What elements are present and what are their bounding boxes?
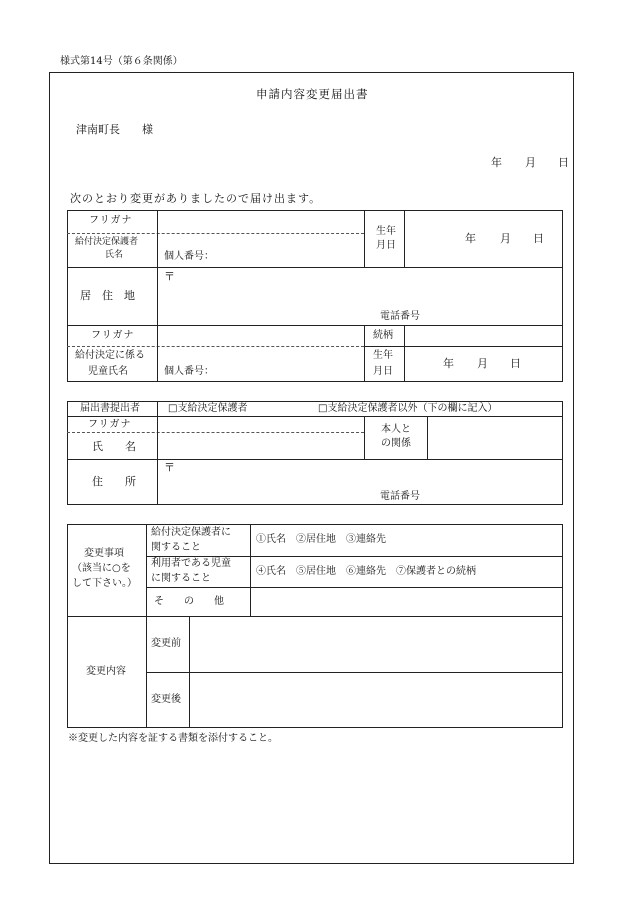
child-label-line2: 児童氏名 — [88, 366, 128, 377]
guardian-label-line2: 氏名 — [105, 250, 124, 260]
col-divider — [364, 210, 365, 267]
row2-options[interactable]: ④氏名 ⑤居住地 ⑥連絡先 ⑦保護者との続柄 — [256, 566, 476, 577]
child-birth-line1: 生年 — [373, 350, 393, 361]
submitter-relation-line2: の関係 — [381, 438, 411, 449]
guardian-birth-line1: 生年 — [376, 226, 396, 237]
guardian-birth-month: 月 — [500, 232, 511, 245]
child-furigana-divider — [67, 346, 364, 347]
row-divider — [67, 267, 563, 268]
submitter-option-other[interactable]: □支給決定保護者以外（下の欄に記入） — [318, 403, 498, 414]
child-label-line1: 給付決定に係る — [75, 350, 145, 361]
changes-table — [67, 524, 563, 728]
change-items-label-line1: 変更事項 — [84, 548, 124, 559]
guardian-phone-label: 電話番号 — [380, 311, 420, 322]
row1-label-line2: 関すること — [151, 542, 201, 553]
child-id-label: 個人番号： — [164, 366, 214, 377]
child-furigana-label: フリガナ — [91, 330, 135, 341]
submitter-furigana-label: フリガナ — [88, 419, 132, 430]
addressee: 津南町長 様 — [76, 123, 153, 136]
submitter-label: 届出書提出者 — [80, 403, 140, 414]
row2-label-line2: に関すること — [151, 573, 211, 584]
guardian-postal-mark: 〒 — [164, 270, 175, 283]
guardian-address-label: 居 住 地 — [80, 289, 135, 302]
attachment-note: ※変更した内容を証する書類を添付すること。 — [68, 733, 278, 744]
guardian-birth-day: 日 — [533, 232, 544, 245]
guardian-furigana-divider — [67, 233, 364, 234]
intro-text: 次のとおり変更がありましたので届け出ます。 — [70, 192, 322, 205]
date-day: 日 — [558, 156, 569, 169]
row-divider — [364, 346, 563, 347]
guardian-label-line1: 給付決定保護者 — [75, 237, 139, 247]
row1-label-line1: 給付決定保護者に — [151, 527, 231, 538]
submitter-phone-label: 電話番号 — [380, 491, 420, 502]
form-title: 申請内容変更届出書 — [256, 87, 369, 101]
col-divider — [404, 210, 405, 267]
row-divider — [67, 416, 563, 417]
guardian-birth-year: 年 — [465, 232, 476, 245]
row-divider — [67, 616, 563, 617]
submitter-furigana-divider — [67, 432, 364, 433]
guardian-birth-line2: 月日 — [376, 240, 396, 251]
row2-label-line1: 利用者である児童 — [151, 558, 231, 569]
row3-other-label: そ の 他 — [154, 596, 224, 607]
col-divider — [146, 524, 147, 728]
submitter-name-label: 氏 名 — [92, 440, 136, 453]
date-month: 月 — [525, 156, 536, 169]
col-divider — [157, 401, 158, 505]
row-divider — [67, 459, 563, 460]
submitter-relation-line1: 本人と — [381, 424, 411, 435]
col-divider — [157, 210, 158, 382]
col-divider — [250, 524, 251, 616]
row-divider — [146, 672, 563, 673]
change-items-label-line2: （該当に○を — [72, 563, 131, 574]
col-divider — [404, 325, 405, 382]
guardian-furigana-label: フリガナ — [89, 215, 133, 226]
before-label: 変更前 — [151, 638, 181, 649]
submitter-option-guardian[interactable]: □支給決定保護者 — [168, 403, 248, 414]
col-divider — [427, 416, 428, 459]
guardian-id-label: 個人番号： — [164, 251, 214, 262]
change-content-label: 変更内容 — [86, 666, 126, 677]
child-birth-year: 年 — [443, 357, 454, 370]
submitter-address-label: 住 所 — [92, 475, 136, 488]
submitter-postal-mark: 〒 — [164, 461, 175, 474]
child-birth-line2: 月日 — [373, 366, 393, 377]
row-divider — [146, 556, 563, 557]
form-number: 様式第14号（第６条関係） — [60, 56, 183, 67]
row-divider — [67, 325, 563, 326]
col-divider — [364, 325, 365, 382]
col-divider — [364, 416, 365, 459]
child-relation-label: 続柄 — [373, 330, 393, 341]
child-birth-day: 日 — [510, 357, 521, 370]
row-divider — [146, 587, 563, 588]
after-label: 変更後 — [151, 694, 181, 705]
child-birth-month: 月 — [477, 357, 488, 370]
row1-options[interactable]: ①氏名 ②居住地 ③連絡先 — [256, 534, 386, 545]
date-year: 年 — [491, 156, 502, 169]
change-items-label-line3: して下さい。） — [72, 578, 137, 589]
